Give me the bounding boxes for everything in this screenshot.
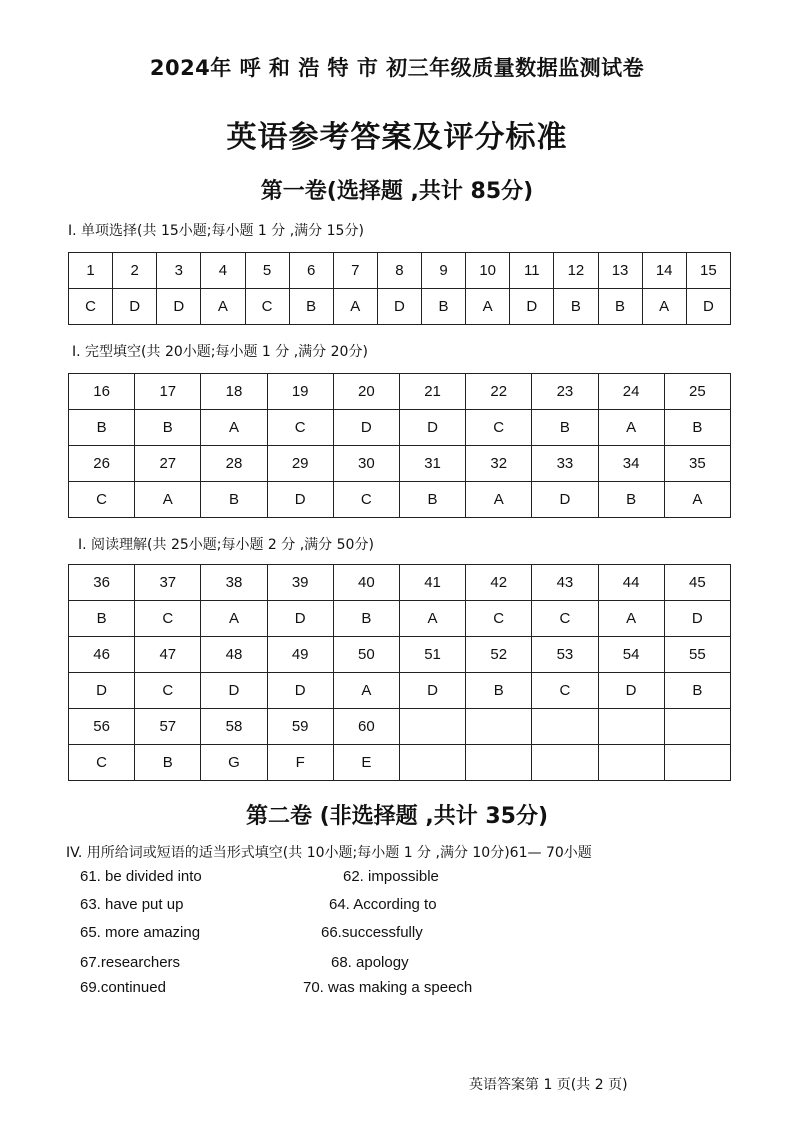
- answer-cell: C: [69, 482, 135, 518]
- table-row: [69, 745, 731, 781]
- question-number-cell: 21: [399, 374, 465, 410]
- table-row: [69, 410, 731, 446]
- answer-cell: D: [113, 289, 157, 325]
- single-choice-answer-table: [68, 252, 731, 325]
- question-number-cell: 30: [333, 446, 399, 482]
- question-number-cell: 32: [466, 446, 532, 482]
- volume2-title: 第二卷 (非选择题 ,共计 35分): [245, 804, 549, 829]
- table-row: [69, 637, 731, 673]
- answer-cell: B: [69, 410, 135, 446]
- question-number-cell: 17: [135, 374, 201, 410]
- table-row: [69, 709, 731, 745]
- question-number-cell: 60: [333, 709, 399, 745]
- question-number-cell: 58: [201, 709, 267, 745]
- question-number-cell: 14: [642, 253, 686, 289]
- question-number-cell: 43: [532, 565, 598, 601]
- answer-cell: D: [377, 289, 421, 325]
- section1-heading: I. 单项选择(共 15小题;每小题 1 分 ,满分 15分): [68, 223, 364, 239]
- question-number-cell: 33: [532, 446, 598, 482]
- answer-cell: A: [642, 289, 686, 325]
- answer-cell: D: [399, 410, 465, 446]
- question-number-cell: 48: [201, 637, 267, 673]
- answer-cell: A: [466, 482, 532, 518]
- question-number-cell: 29: [267, 446, 333, 482]
- answer-cell: D: [201, 673, 267, 709]
- question-number-cell: 19: [267, 374, 333, 410]
- question-number-cell: 42: [466, 565, 532, 601]
- question-number-cell: 39: [267, 565, 333, 601]
- fill-answer-62: 62. impossible: [343, 868, 439, 885]
- question-number-cell: 23: [532, 374, 598, 410]
- question-number-cell: [664, 709, 730, 745]
- table-row: [69, 673, 731, 709]
- answer-cell: D: [532, 482, 598, 518]
- question-number-cell: 24: [598, 374, 664, 410]
- question-number-cell: 25: [664, 374, 730, 410]
- answer-cell: A: [135, 482, 201, 518]
- question-number-cell: 8: [377, 253, 421, 289]
- answer-cell: A: [201, 410, 267, 446]
- question-number-cell: 57: [135, 709, 201, 745]
- answer-cell: D: [510, 289, 554, 325]
- table-row: [69, 253, 731, 289]
- question-number-cell: 3: [157, 253, 201, 289]
- question-number-cell: 54: [598, 637, 664, 673]
- answer-cell: C: [135, 673, 201, 709]
- question-number-cell: 12: [554, 253, 598, 289]
- fill-answer-67: 67.researchers: [80, 954, 181, 971]
- answer-cell: D: [399, 673, 465, 709]
- exam-title: 2024年 呼 和 浩 特 市 初三年级质量数据监测试卷: [149, 56, 645, 80]
- answer-cell: B: [598, 482, 664, 518]
- fill-answer-70: 70. was making a speech: [303, 979, 473, 996]
- fill-answer-65: 65. more amazing: [80, 924, 201, 941]
- question-number-cell: 16: [69, 374, 135, 410]
- answer-cell: A: [466, 289, 510, 325]
- question-number-cell: 52: [466, 637, 532, 673]
- question-number-cell: [598, 709, 664, 745]
- answer-cell: B: [333, 601, 399, 637]
- volume1-title: 第一卷(选择题 ,共计 85分): [260, 179, 534, 204]
- answer-cell: C: [532, 601, 598, 637]
- question-number-cell: 10: [466, 253, 510, 289]
- answer-cell: E: [333, 745, 399, 781]
- answer-cell: [664, 745, 730, 781]
- answer-cell: [532, 745, 598, 781]
- question-number-cell: 51: [399, 637, 465, 673]
- question-number-cell: 56: [69, 709, 135, 745]
- page-footer: 英语答案第 1 页(共 2 页): [469, 1077, 628, 1093]
- table-row: [69, 289, 731, 325]
- question-number-cell: [532, 709, 598, 745]
- question-number-cell: 6: [289, 253, 333, 289]
- answer-cell: C: [466, 410, 532, 446]
- table-row: [69, 446, 731, 482]
- answer-cell: A: [201, 289, 245, 325]
- answer-cell: D: [69, 673, 135, 709]
- question-number-cell: 59: [267, 709, 333, 745]
- answer-cell: B: [554, 289, 598, 325]
- answer-cell: B: [135, 410, 201, 446]
- question-number-cell: 20: [333, 374, 399, 410]
- question-number-cell: 37: [135, 565, 201, 601]
- question-number-cell: 27: [135, 446, 201, 482]
- fill-answer-64: 64. According to: [329, 896, 437, 913]
- answer-cell: B: [399, 482, 465, 518]
- question-number-cell: 31: [399, 446, 465, 482]
- answer-cell: C: [135, 601, 201, 637]
- answer-cell: B: [135, 745, 201, 781]
- question-number-cell: 9: [422, 253, 466, 289]
- section3-heading: I. 阅读理解(共 25小题;每小题 2 分 ,满分 50分): [78, 537, 374, 553]
- answer-cell: A: [598, 601, 664, 637]
- question-number-cell: [399, 709, 465, 745]
- question-number-cell: 53: [532, 637, 598, 673]
- answer-cell: C: [466, 601, 532, 637]
- answer-cell: D: [267, 673, 333, 709]
- table-row: [69, 565, 731, 601]
- fill-answer-68: 68. apology: [331, 954, 409, 971]
- answer-cell: B: [422, 289, 466, 325]
- question-number-cell: 44: [598, 565, 664, 601]
- question-number-cell: 38: [201, 565, 267, 601]
- question-number-cell: 22: [466, 374, 532, 410]
- answer-cell: C: [245, 289, 289, 325]
- question-number-cell: 36: [69, 565, 135, 601]
- answer-cell: D: [598, 673, 664, 709]
- question-number-cell: 34: [598, 446, 664, 482]
- fill-answer-66: 66.successfully: [321, 924, 423, 941]
- answer-cell: A: [664, 482, 730, 518]
- answer-cell: A: [399, 601, 465, 637]
- answer-cell: D: [267, 482, 333, 518]
- answer-cell: B: [201, 482, 267, 518]
- answer-cell: D: [664, 601, 730, 637]
- question-number-cell: 35: [664, 446, 730, 482]
- question-number-cell: [466, 709, 532, 745]
- question-number-cell: 15: [686, 253, 730, 289]
- answer-cell: B: [289, 289, 333, 325]
- question-number-cell: 13: [598, 253, 642, 289]
- question-number-cell: 4: [201, 253, 245, 289]
- answer-cell: B: [664, 673, 730, 709]
- answer-cell: C: [69, 289, 113, 325]
- answer-cell: A: [201, 601, 267, 637]
- question-number-cell: 5: [245, 253, 289, 289]
- answer-cell: A: [598, 410, 664, 446]
- answer-cell: [466, 745, 532, 781]
- fill-answer-63: 63. have put up: [80, 896, 184, 913]
- question-number-cell: 40: [333, 565, 399, 601]
- question-number-cell: 28: [201, 446, 267, 482]
- question-number-cell: 41: [399, 565, 465, 601]
- cloze-answer-table: [68, 373, 731, 518]
- question-number-cell: 49: [267, 637, 333, 673]
- answer-cell: [399, 745, 465, 781]
- answer-cell: B: [664, 410, 730, 446]
- answer-cell: B: [532, 410, 598, 446]
- question-number-cell: 7: [333, 253, 377, 289]
- answer-cell: A: [333, 673, 399, 709]
- answer-cell: B: [466, 673, 532, 709]
- answer-cell: C: [333, 482, 399, 518]
- question-number-cell: 47: [135, 637, 201, 673]
- main-title: 英语参考答案及评分标准: [226, 120, 568, 155]
- reading-answer-table: [68, 564, 731, 781]
- answer-cell: [598, 745, 664, 781]
- question-number-cell: 55: [664, 637, 730, 673]
- table-row: [69, 601, 731, 637]
- question-number-cell: 1: [69, 253, 113, 289]
- answer-cell: C: [267, 410, 333, 446]
- answer-cell: D: [157, 289, 201, 325]
- answer-cell: F: [267, 745, 333, 781]
- section2-heading: I. 完型填空(共 20小题;每小题 1 分 ,满分 20分): [72, 344, 368, 360]
- answer-cell: G: [201, 745, 267, 781]
- question-number-cell: 46: [69, 637, 135, 673]
- answer-cell: C: [532, 673, 598, 709]
- question-number-cell: 26: [69, 446, 135, 482]
- table-row: [69, 482, 731, 518]
- answer-cell: A: [333, 289, 377, 325]
- answer-cell: B: [598, 289, 642, 325]
- section4-heading: IV. 用所给词或短语的适当形式填空(共 10小题;每小题 1 分 ,满分 10分)61— 70小题: [66, 845, 592, 861]
- question-number-cell: 45: [664, 565, 730, 601]
- question-number-cell: 11: [510, 253, 554, 289]
- answer-cell: C: [69, 745, 135, 781]
- fill-answer-61: 61. be divided into: [80, 868, 202, 885]
- answer-cell: D: [333, 410, 399, 446]
- answer-cell: D: [686, 289, 730, 325]
- question-number-cell: 18: [201, 374, 267, 410]
- answer-cell: D: [267, 601, 333, 637]
- question-number-cell: 50: [333, 637, 399, 673]
- question-number-cell: 2: [113, 253, 157, 289]
- answer-cell: B: [69, 601, 135, 637]
- fill-answer-69: 69.continued: [80, 979, 166, 996]
- table-row: [69, 374, 731, 410]
